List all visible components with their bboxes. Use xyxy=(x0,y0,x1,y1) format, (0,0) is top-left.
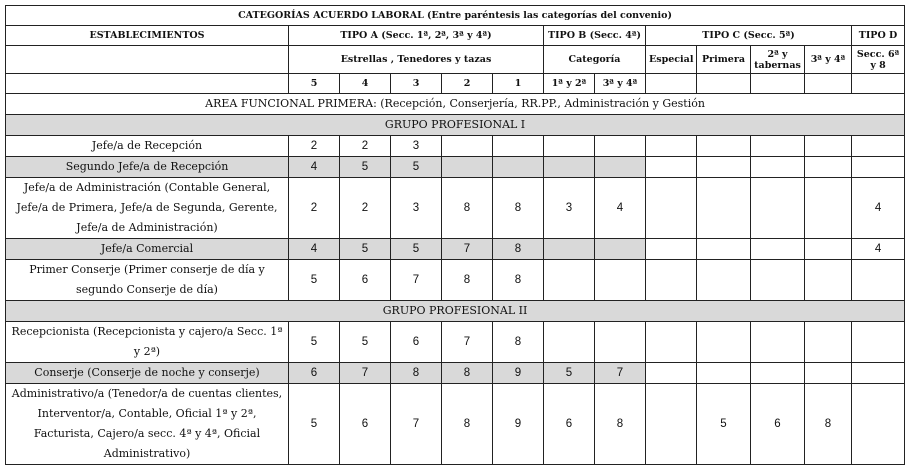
value-cell xyxy=(751,363,805,384)
table-row xyxy=(6,136,905,157)
value-cell xyxy=(697,178,751,239)
table-title: CATEGORÍAS ACUERDO LABORAL (Entre paréntesis las categorías del convenio) xyxy=(6,6,905,26)
value-cell xyxy=(805,239,852,260)
table-row xyxy=(6,178,905,239)
value-cell: 7 xyxy=(595,363,646,384)
value-cell xyxy=(544,157,595,178)
value-cell: 7 xyxy=(391,384,442,465)
row-label: Conserje (Conserje de noche y conserje) xyxy=(6,363,289,384)
value-cell: 4 xyxy=(595,178,646,239)
star-3-header: 3 xyxy=(391,74,442,94)
value-cell: 9 xyxy=(493,384,544,465)
value-cell xyxy=(751,260,805,301)
value-cell xyxy=(805,363,852,384)
table-row xyxy=(6,260,905,301)
value-cell: 3 xyxy=(544,178,595,239)
value-cell xyxy=(544,260,595,301)
value-cell xyxy=(595,136,646,157)
tipo-d-header: TIPO D xyxy=(852,26,905,46)
value-cell: 4 xyxy=(852,178,905,239)
value-cell xyxy=(697,322,751,363)
value-cell xyxy=(646,178,697,239)
table-row xyxy=(6,384,905,465)
value-cell xyxy=(646,322,697,363)
value-cell xyxy=(493,136,544,157)
value-cell xyxy=(805,260,852,301)
value-cell xyxy=(595,322,646,363)
value-cell: 7 xyxy=(391,260,442,301)
empty-header-cell xyxy=(751,74,805,94)
tipo-c-header: TIPO C (Secc. 5ª) xyxy=(646,26,852,46)
row-label: Administrativo/a (Tenedor/a de cuentas clientes, Interventor/a, Contable, Oficial 1ª y 2ª, Facturista, Cajero/a secc. 4ª y 4ª, Oficial Administrativo) xyxy=(6,384,289,465)
value-cell xyxy=(852,384,905,465)
value-cell: 2 xyxy=(340,136,391,157)
value-cell: 2 xyxy=(340,178,391,239)
value-cell xyxy=(697,136,751,157)
value-cell: 6 xyxy=(544,384,595,465)
value-cell: 8 xyxy=(391,363,442,384)
value-cell xyxy=(595,260,646,301)
empty-header-cell xyxy=(697,74,751,94)
tabernas-header: 2ª y tabernas xyxy=(751,46,805,74)
value-cell: 8 xyxy=(442,384,493,465)
empty-header-cell xyxy=(6,74,289,94)
secc-68-header: Secc. 6ª y 8 xyxy=(852,46,905,74)
value-cell: 8 xyxy=(805,384,852,465)
value-cell xyxy=(493,157,544,178)
value-cell xyxy=(852,363,905,384)
value-cell: 3 xyxy=(391,136,442,157)
value-cell xyxy=(852,322,905,363)
especial-header: Especial xyxy=(646,46,697,74)
value-cell: 8 xyxy=(493,322,544,363)
value-cell: 8 xyxy=(493,260,544,301)
value-cell xyxy=(646,136,697,157)
value-cell: 5 xyxy=(391,157,442,178)
empty-header-cell xyxy=(805,74,852,94)
row-label: Jefe/a de Recepción xyxy=(6,136,289,157)
star-5-header: 5 xyxy=(289,74,340,94)
group-row xyxy=(6,301,905,322)
star-1-header: 1 xyxy=(493,74,544,94)
cat-3-4-header: 3ª y 4ª xyxy=(595,74,646,94)
establecimientos-header: ESTABLECIMIENTOS xyxy=(6,26,289,46)
row-label: Primer Conserje (Primer conserje de día y segundo Conserje de día) xyxy=(6,260,289,301)
value-cell: 5 xyxy=(391,239,442,260)
group-title: GRUPO PROFESIONAL II xyxy=(6,301,905,322)
value-cell: 2 xyxy=(289,178,340,239)
group-title: GRUPO PROFESIONAL I xyxy=(6,115,905,136)
value-cell: 5 xyxy=(544,363,595,384)
value-cell: 8 xyxy=(595,384,646,465)
area-funcional-title: AREA FUNCIONAL PRIMERA: (Recepción, Conserjería, RR.PP., Administración y Gestión xyxy=(6,94,905,115)
row-label: Jefe/a Comercial xyxy=(6,239,289,260)
value-cell: 5 xyxy=(340,239,391,260)
value-cell: 3 xyxy=(391,178,442,239)
value-cell: 6 xyxy=(340,384,391,465)
value-cell xyxy=(751,157,805,178)
value-cell: 5 xyxy=(289,322,340,363)
value-cell xyxy=(697,363,751,384)
categories-table xyxy=(5,5,905,465)
value-cell xyxy=(646,239,697,260)
value-cell xyxy=(442,157,493,178)
value-cell: 8 xyxy=(493,239,544,260)
value-cell xyxy=(697,157,751,178)
table-row xyxy=(6,322,905,363)
value-cell: 8 xyxy=(442,363,493,384)
table-row xyxy=(6,363,905,384)
tipo-a-header: TIPO A (Secc. 1ª, 2ª, 3ª y 4ª) xyxy=(289,26,544,46)
value-cell xyxy=(544,239,595,260)
star-4-header: 4 xyxy=(340,74,391,94)
value-cell: 7 xyxy=(442,322,493,363)
value-cell xyxy=(544,136,595,157)
primera-header: Primera xyxy=(697,46,751,74)
row-label: Segundo Jefe/a de Recepción xyxy=(6,157,289,178)
value-cell: 4 xyxy=(289,157,340,178)
value-cell: 6 xyxy=(751,384,805,465)
value-cell: 6 xyxy=(289,363,340,384)
value-cell xyxy=(805,322,852,363)
value-cell xyxy=(442,136,493,157)
value-cell xyxy=(751,178,805,239)
row-label: Recepcionista (Recepcionista y cajero/a Secc. 1ª y 2ª) xyxy=(6,322,289,363)
value-cell xyxy=(595,239,646,260)
value-cell xyxy=(646,363,697,384)
value-cell xyxy=(646,384,697,465)
value-cell xyxy=(751,239,805,260)
value-cell: 4 xyxy=(289,239,340,260)
value-cell xyxy=(697,260,751,301)
value-cell: 5 xyxy=(289,384,340,465)
value-cell xyxy=(852,260,905,301)
tres-cuatro-header: 3ª y 4ª xyxy=(805,46,852,74)
value-cell xyxy=(595,157,646,178)
value-cell xyxy=(646,260,697,301)
value-cell xyxy=(751,322,805,363)
value-cell xyxy=(805,157,852,178)
value-cell: 5 xyxy=(340,157,391,178)
value-cell xyxy=(544,322,595,363)
empty-header-cell xyxy=(646,74,697,94)
table-row xyxy=(6,239,905,260)
empty-header-cell xyxy=(6,46,289,74)
star-2-header: 2 xyxy=(442,74,493,94)
value-cell: 5 xyxy=(289,260,340,301)
value-cell xyxy=(852,136,905,157)
value-cell: 8 xyxy=(442,260,493,301)
value-cell: 8 xyxy=(442,178,493,239)
categoria-header: Categoría xyxy=(544,46,646,74)
value-cell xyxy=(852,157,905,178)
cat-1-2-header: 1ª y 2ª xyxy=(544,74,595,94)
group-row xyxy=(6,115,905,136)
value-cell xyxy=(751,136,805,157)
empty-header-cell xyxy=(852,74,905,94)
value-cell: 4 xyxy=(852,239,905,260)
row-label: Jefe/a de Administración (Contable General, Jefe/a de Primera, Jefe/a de Segunda, Gerente, Jefe/a de Administración) xyxy=(6,178,289,239)
value-cell: 7 xyxy=(340,363,391,384)
value-cell: 5 xyxy=(697,384,751,465)
value-cell xyxy=(697,239,751,260)
value-cell: 2 xyxy=(289,136,340,157)
table-row xyxy=(6,157,905,178)
value-cell: 8 xyxy=(493,178,544,239)
value-cell: 9 xyxy=(493,363,544,384)
value-cell: 6 xyxy=(340,260,391,301)
value-cell xyxy=(646,157,697,178)
estrellas-header: Estrellas , Tenedores y tazas xyxy=(289,46,544,74)
value-cell: 5 xyxy=(340,322,391,363)
value-cell: 6 xyxy=(391,322,442,363)
tipo-b-header: TIPO B (Secc. 4ª) xyxy=(544,26,646,46)
value-cell xyxy=(805,136,852,157)
value-cell: 7 xyxy=(442,239,493,260)
value-cell xyxy=(805,178,852,239)
